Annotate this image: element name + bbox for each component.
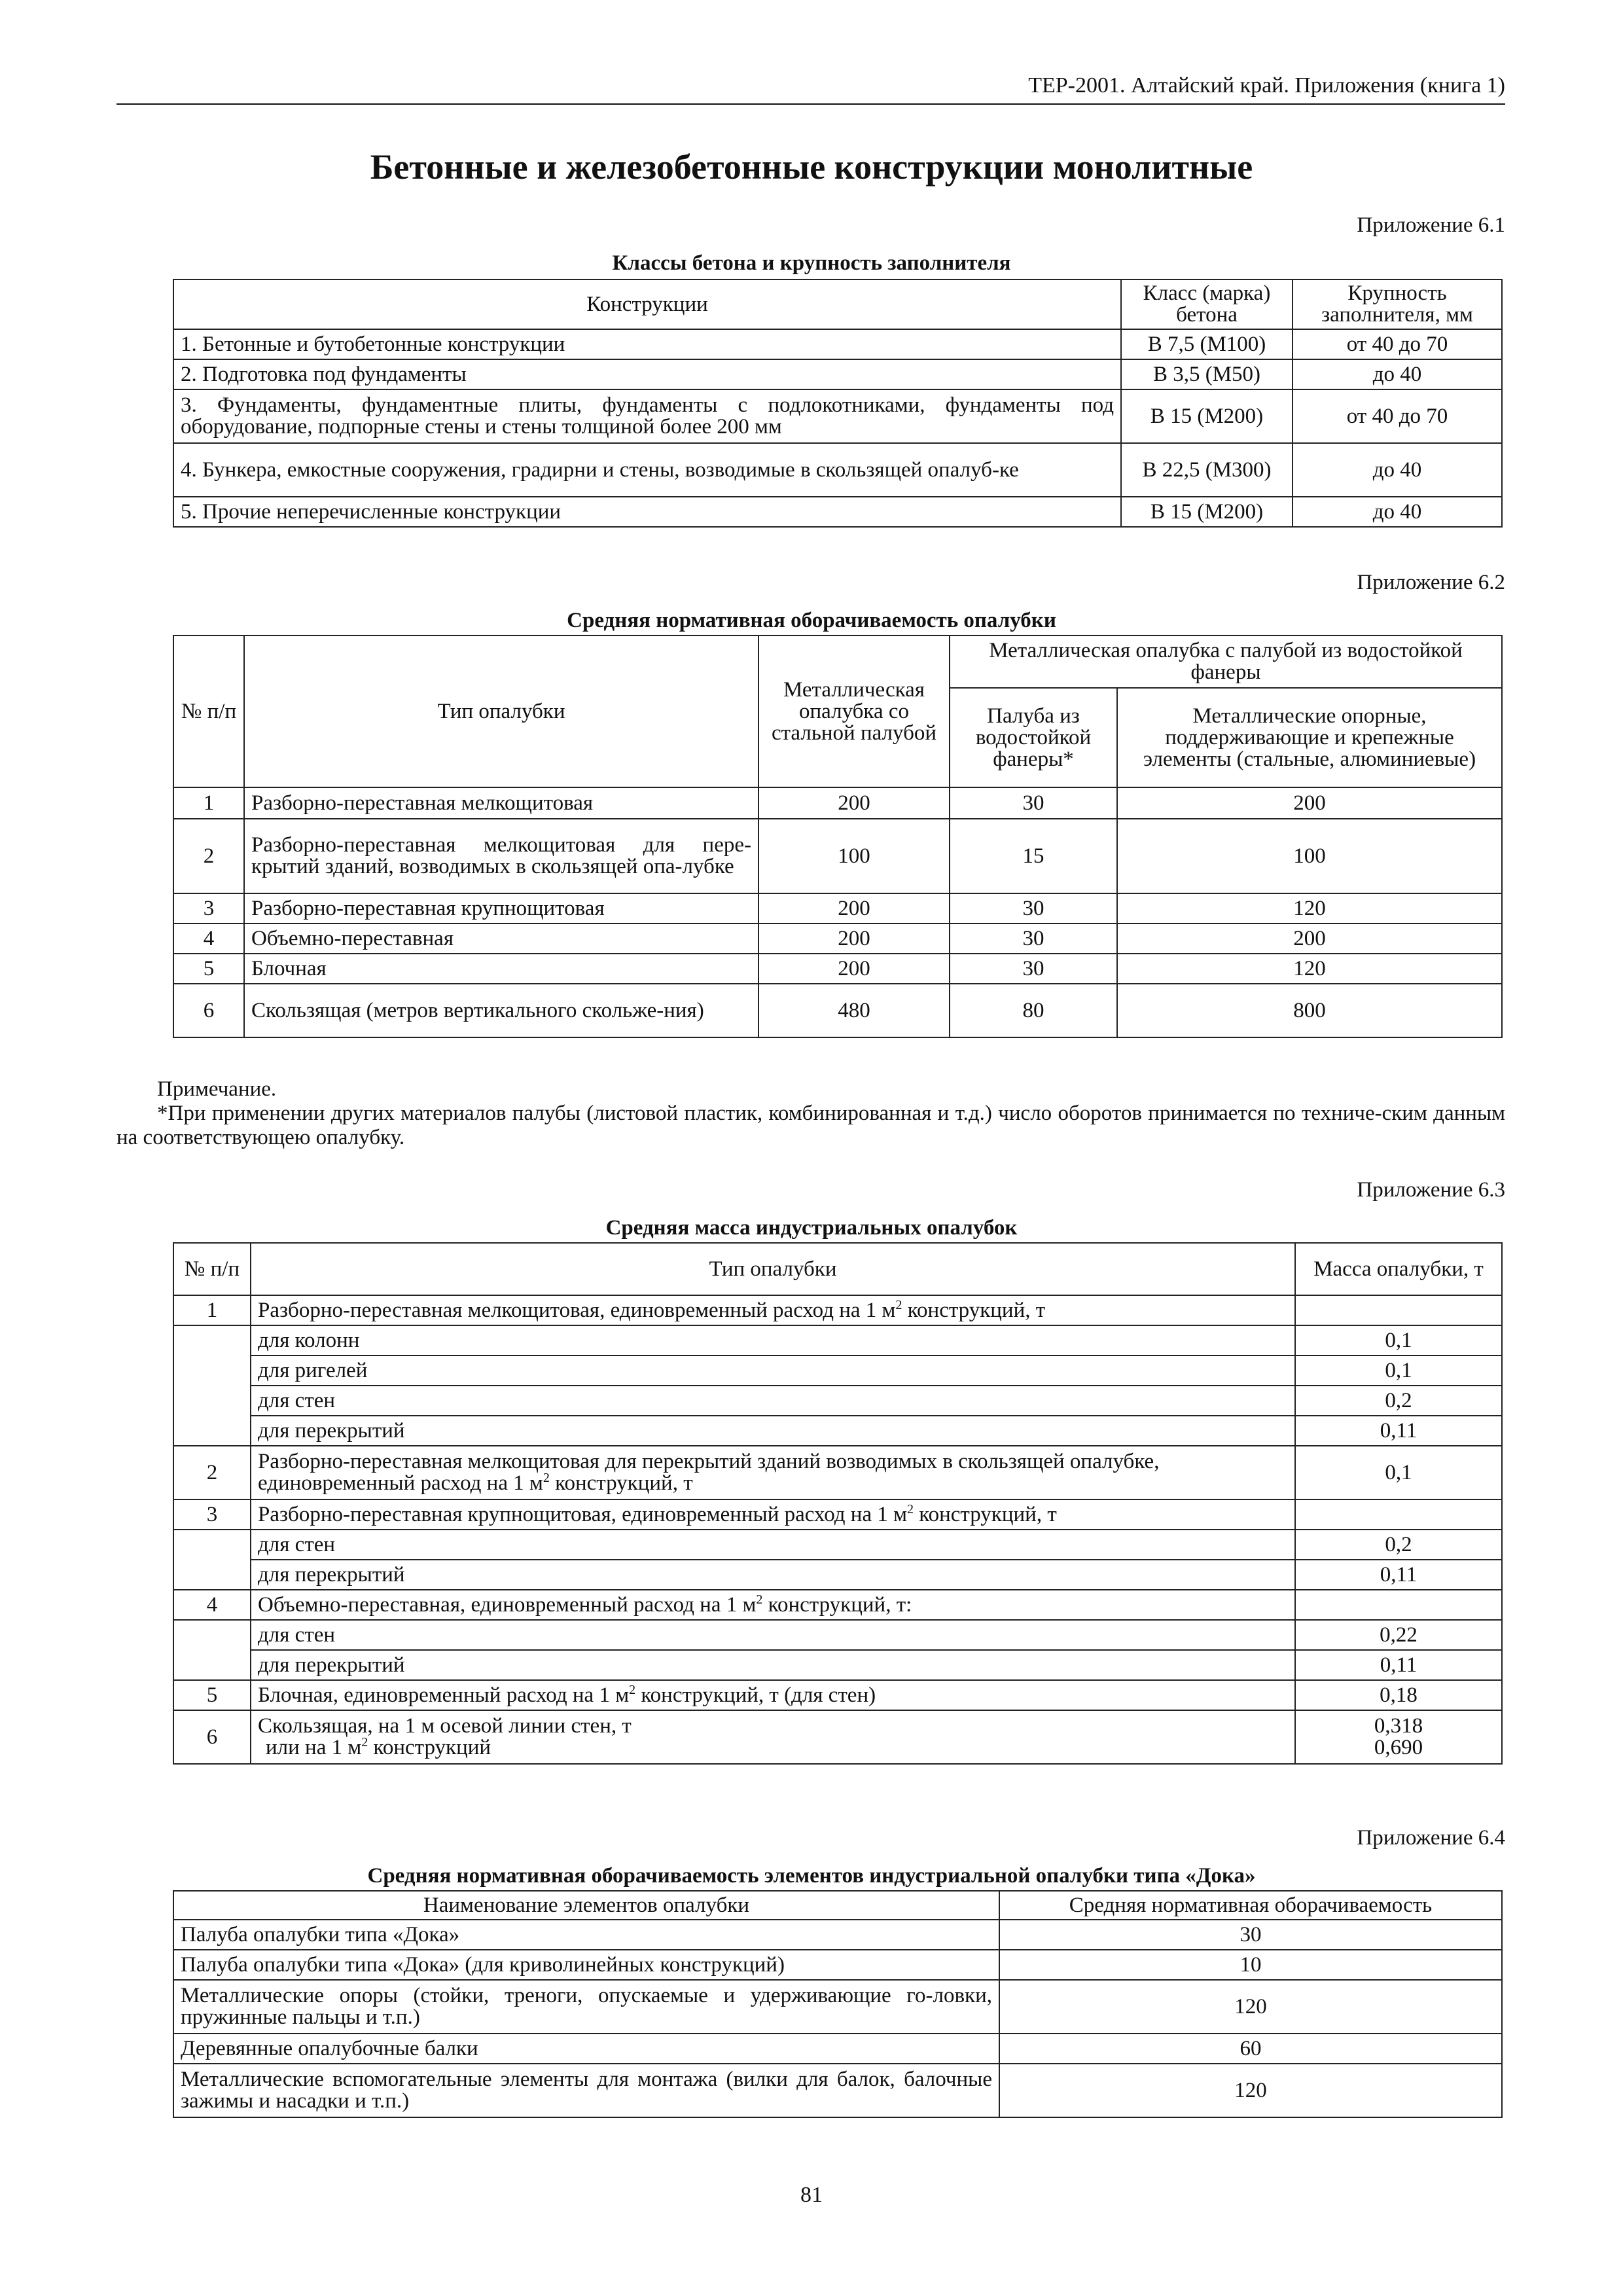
column-header: Палуба из водостойкой фанеры* — [950, 688, 1117, 787]
table-cell: 2 — [173, 819, 244, 893]
table-cell: до 40 — [1293, 443, 1502, 497]
table-cell: 800 — [1117, 984, 1502, 1037]
table-cell — [1295, 1590, 1502, 1620]
formwork-turnover-table — [173, 635, 1503, 1038]
row-text: конструкций, т — [907, 1298, 1046, 1322]
table-cell: 4 — [173, 924, 244, 954]
table-cell: 2 — [173, 1446, 251, 1499]
table-cell: 3 — [173, 893, 244, 924]
table-cell: Металлические опоры (стойки, треноги, опускаемые и удерживающие го-ловки, пружинные пальцы и т.п.) — [173, 1980, 999, 2034]
table-cell: 2. Подготовка под фундаменты — [173, 359, 1121, 389]
table-row — [173, 893, 1502, 924]
table-row — [173, 1416, 1502, 1446]
row-text: Скользящая, на 1 м осевой линии стен, т — [258, 1714, 632, 1738]
superscript: 2 — [895, 1297, 902, 1312]
table-cell: 200 — [1117, 787, 1502, 819]
table-cell: 0,1 — [1295, 1446, 1502, 1499]
table-cell: от 40 до 70 — [1293, 329, 1502, 359]
appendix-6-3-label: Приложение 6.3 — [1357, 1178, 1505, 1202]
page-number: 81 — [800, 2183, 823, 2207]
note-text: *При применении других материалов палубы (листовой пластик, комбинированная и т.д.) число оборотов принимается по техниче-ским данным на соответствующею опалубку. — [116, 1101, 1505, 1149]
table-cell: от 40 до 70 — [1293, 389, 1502, 443]
table-cell: 120 — [1117, 954, 1502, 984]
table-cell — [251, 1499, 1295, 1530]
table-row — [173, 1446, 1502, 1499]
table-row — [173, 389, 1502, 443]
table-row — [173, 1980, 1502, 2034]
page-title: Бетонные и железобетонные конструкции монолитные — [370, 147, 1253, 187]
table-cell: 200 — [758, 893, 950, 924]
table-cell: Палуба опалубки типа «Дока» — [173, 1920, 999, 1950]
appendix-6-2-caption: Средняя нормативная оборачиваемость опалубки — [567, 609, 1056, 632]
column-header: № п/п — [173, 636, 244, 787]
running-header: ТЕР-2001. Алтайский край. Приложения (книга 1) — [116, 73, 1505, 105]
appendix-6-3-caption: Средняя масса индустриальных опалубок — [605, 1216, 1018, 1240]
table-header-row — [173, 636, 1502, 688]
table-cell: 1 — [173, 787, 244, 819]
table-cell: 6 — [173, 1710, 251, 1764]
row-text: конструкций, т (для стен) — [641, 1683, 876, 1707]
table-cell: 3. Фундаменты, фундаментные плиты, фундаменты с подлокотниками, фундаменты под оборудование, подпорные стены и стены толщиной более 200 мм — [173, 389, 1121, 443]
table-row — [173, 1680, 1502, 1710]
table-cell: 30 — [950, 787, 1117, 819]
column-header: Наименование элементов опалубки — [173, 1891, 999, 1920]
table-cell — [251, 1446, 1295, 1499]
formwork-mass-table — [173, 1242, 1503, 1765]
table-cell: 100 — [758, 819, 950, 893]
row-text: конструкций, т: — [768, 1592, 912, 1617]
column-header: Средняя нормативная оборачиваемость — [999, 1891, 1502, 1920]
table-cell: 200 — [758, 787, 950, 819]
table-cell: 15 — [950, 819, 1117, 893]
table-header-row — [173, 1243, 1502, 1295]
table-cell: 30 — [950, 924, 1117, 954]
column-header: № п/п — [173, 1243, 251, 1295]
table-row — [173, 1530, 1502, 1560]
appendix-6-2-label: Приложение 6.2 — [1357, 571, 1505, 594]
row-text: Объемно-переставная, единовременный расход на 1 м — [258, 1592, 757, 1617]
cell-value: 0,690 — [1374, 1736, 1423, 1759]
row-text: конструкций — [373, 1736, 491, 1759]
table-cell: для стен — [251, 1386, 1295, 1416]
row-text: конструкций, т — [555, 1471, 693, 1495]
table-row — [173, 2034, 1502, 2064]
table-cell: 200 — [758, 924, 950, 954]
table-cell — [251, 1295, 1295, 1325]
table-row — [173, 1920, 1502, 1950]
appendix-6-4-label: Приложение 6.4 — [1357, 1826, 1505, 1850]
table-cell: 200 — [758, 954, 950, 984]
table-cell: 30 — [950, 954, 1117, 984]
table-cell — [251, 1710, 1295, 1764]
table-cell: для перекрытий — [251, 1560, 1295, 1590]
column-header: Класс (марка) бетона — [1121, 279, 1293, 329]
table-row — [173, 497, 1502, 527]
table-row — [173, 329, 1502, 359]
table-row — [173, 443, 1502, 497]
table-row — [173, 954, 1502, 984]
table-row — [173, 2064, 1502, 2117]
table-row — [173, 1499, 1502, 1530]
table-row — [173, 984, 1502, 1037]
table-row — [173, 1590, 1502, 1620]
superscript: 2 — [907, 1501, 914, 1516]
table-cell: 1 — [173, 1295, 251, 1325]
table-cell: 3 — [173, 1499, 251, 1530]
concrete-class-table — [173, 279, 1503, 528]
row-text: или на 1 м — [266, 1736, 362, 1759]
table-cell: В 15 (М200) — [1121, 497, 1293, 527]
table-row — [173, 1560, 1502, 1590]
table-row — [173, 787, 1502, 819]
table-cell: для стен — [251, 1530, 1295, 1560]
table-cell: 30 — [950, 893, 1117, 924]
table-cell: 1. Бетонные и бутобетонные конструкции — [173, 329, 1121, 359]
superscript: 2 — [756, 1592, 763, 1607]
superscript: 2 — [543, 1471, 550, 1485]
table-row — [173, 1386, 1502, 1416]
note-title: Примечание. — [157, 1077, 277, 1101]
table-cell: Палуба опалубки типа «Дока» (для криволинейных конструкций) — [173, 1950, 999, 1980]
table-cell: 120 — [999, 2064, 1502, 2117]
table-row — [173, 1325, 1502, 1355]
table-cell: для перекрытий — [251, 1416, 1295, 1446]
table-cell: Блочная — [244, 954, 758, 984]
table-cell: 100 — [1117, 819, 1502, 893]
column-header: Тип опалубки — [251, 1243, 1295, 1295]
table-cell: Разборно-переставная крупнощитовая — [244, 893, 758, 924]
table-cell: 0,1 — [1295, 1325, 1502, 1355]
table-cell: 5. Прочие неперечисленные конструкции — [173, 497, 1121, 527]
table-cell: 0,18 — [1295, 1680, 1502, 1710]
table-cell — [173, 1530, 251, 1590]
table-cell — [251, 1680, 1295, 1710]
table-row — [173, 924, 1502, 954]
table-cell: Скользящая (метров вертикального скольже-ния) — [244, 984, 758, 1037]
table-cell: 0,2 — [1295, 1386, 1502, 1416]
table-cell: 0,22 — [1295, 1620, 1502, 1650]
table-cell: для ригелей — [251, 1355, 1295, 1386]
table-cell — [173, 1325, 251, 1446]
table-cell: В 22,5 (М300) — [1121, 443, 1293, 497]
column-header: Крупность заполнителя, мм — [1293, 279, 1502, 329]
row-text: Блочная, единовременный расход на 1 м — [258, 1683, 630, 1707]
table-cell: Объемно-переставная — [244, 924, 758, 954]
table-cell: до 40 — [1293, 359, 1502, 389]
table-header-row — [173, 279, 1502, 329]
appendix-6-4-caption: Средняя нормативная оборачиваемость элементов индустриальной опалубки типа «Дока» — [367, 1864, 1256, 1888]
table-cell: для стен — [251, 1620, 1295, 1650]
table-cell: 480 — [758, 984, 950, 1037]
table-cell: 5 — [173, 1680, 251, 1710]
appendix-6-1-label: Приложение 6.1 — [1357, 213, 1505, 237]
table-cell: В 15 (М200) — [1121, 389, 1293, 443]
table-cell: Разборно-переставная мелкощитовая для пере-крытий зданий, возводимых в скользящей опа-лубке — [244, 819, 758, 893]
column-header: Металлические опорные, поддерживающие и крепежные элементы (стальные, алюминиевые) — [1117, 688, 1502, 787]
table-row — [173, 1355, 1502, 1386]
table-row — [173, 359, 1502, 389]
table-cell: 5 — [173, 954, 244, 984]
table-cell: Металлические вспомогательные элементы для монтажа (вилки для балок, балочные зажимы и насадки и т.п.) — [173, 2064, 999, 2117]
table-cell: Разборно-переставная мелкощитовая — [244, 787, 758, 819]
column-header: Тип опалубки — [244, 636, 758, 787]
column-header: Металлическая опалубка со стальной палубой — [758, 636, 950, 787]
table-cell: 120 — [1117, 893, 1502, 924]
table-cell — [173, 1620, 251, 1680]
formwork-note — [116, 1077, 1505, 1150]
table-cell — [1295, 1295, 1502, 1325]
table-row — [173, 1950, 1502, 1980]
table-row — [173, 1650, 1502, 1680]
table-cell — [1295, 1499, 1502, 1530]
cell-value: 0,318 — [1374, 1714, 1423, 1738]
table-cell: 80 — [950, 984, 1117, 1037]
column-header: Металлическая опалубка с палубой из водостойкой фанеры — [950, 636, 1502, 688]
table-cell: для перекрытий — [251, 1650, 1295, 1680]
table-cell — [1295, 1710, 1502, 1764]
table-cell: 4. Бункера, емкостные сооружения, градирни и стены, возводимые в скользящей опалуб-ке — [173, 443, 1121, 497]
table-cell: 120 — [999, 1980, 1502, 2034]
column-header: Конструкции — [173, 279, 1121, 329]
row-text: Разборно-переставная мелкощитовая, единовременный расход на 1 м — [258, 1298, 896, 1322]
table-cell: 30 — [999, 1920, 1502, 1950]
row-text: единовременный расход на 1 м — [258, 1471, 543, 1495]
row-text: Разборно-переставная мелкощитовая для перекрытий зданий возводимых в скользящей опалубке, — [258, 1450, 1160, 1473]
table-header-row — [173, 1891, 1502, 1920]
table-cell: 0,1 — [1295, 1355, 1502, 1386]
table-cell: 60 — [999, 2034, 1502, 2064]
table-cell: 0,2 — [1295, 1530, 1502, 1560]
table-row — [173, 1295, 1502, 1325]
table-cell: 6 — [173, 984, 244, 1037]
table-cell: Деревянные опалубочные балки — [173, 2034, 999, 2064]
appendix-6-1-caption: Классы бетона и крупность заполнителя — [612, 251, 1011, 275]
table-cell: 0,11 — [1295, 1416, 1502, 1446]
column-header: Масса опалубки, т — [1295, 1243, 1502, 1295]
table-cell: 0,11 — [1295, 1650, 1502, 1680]
table-cell: 0,11 — [1295, 1560, 1502, 1590]
table-row — [173, 819, 1502, 893]
superscript: 2 — [361, 1735, 368, 1749]
table-cell: до 40 — [1293, 497, 1502, 527]
table-row — [173, 1710, 1502, 1764]
table-cell: 10 — [999, 1950, 1502, 1980]
row-text: Разборно-переставная крупнощитовая, единовременный расход на 1 м — [258, 1502, 907, 1526]
table-row — [173, 1620, 1502, 1650]
doka-turnover-table — [173, 1890, 1503, 2118]
table-cell: 4 — [173, 1590, 251, 1620]
table-cell: В 3,5 (М50) — [1121, 359, 1293, 389]
row-text: конструкций, т — [919, 1502, 1057, 1526]
table-cell — [251, 1590, 1295, 1620]
table-cell: 200 — [1117, 924, 1502, 954]
superscript: 2 — [629, 1682, 636, 1697]
table-cell: В 7,5 (М100) — [1121, 329, 1293, 359]
table-cell: для колонн — [251, 1325, 1295, 1355]
